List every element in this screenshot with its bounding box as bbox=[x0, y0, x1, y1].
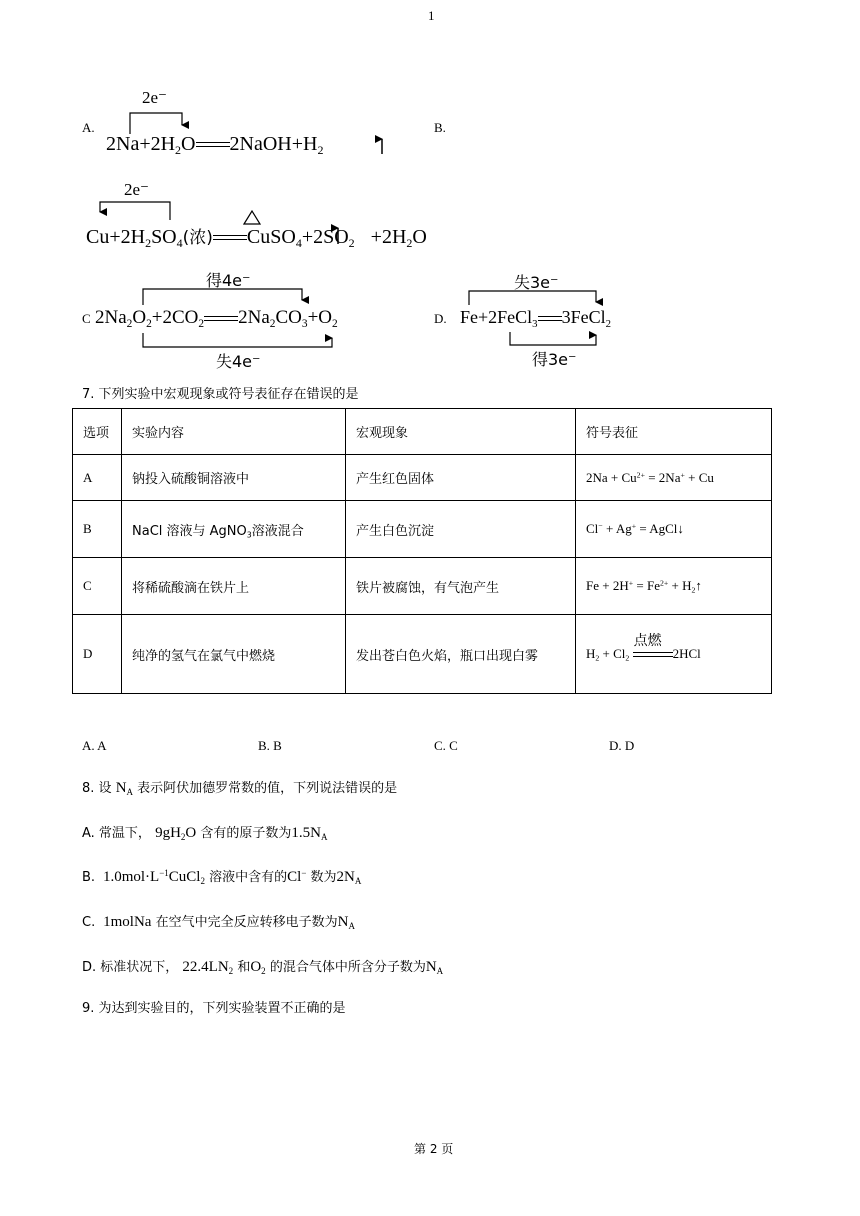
q8-option-b: B. $1.0mol\cdot L^{-1}CuCl_2$ 溶液中含有的Cl− 数为$2N_A$ bbox=[82, 868, 362, 887]
header-content: 实验内容 bbox=[122, 409, 346, 455]
row-content: 纯净的氢气在氯气中燃烧 bbox=[122, 615, 346, 694]
row-phenomenon: 发出苍白色火焰，瓶口出现白雾 bbox=[346, 615, 576, 694]
q8-d-mid: 和 bbox=[237, 960, 251, 975]
q8-stem-post: 表示阿伏加德罗常数的值，下列说法错误的是 bbox=[137, 781, 398, 796]
q8-stem-pre: 8. 设 bbox=[82, 781, 112, 796]
q7-table bbox=[72, 408, 772, 694]
option-b-electron-label: 2e⁻ bbox=[124, 180, 150, 199]
content-post: 溶液混合 bbox=[251, 523, 304, 539]
row-symbol: $Fe + 2H^+ = Fe^{2+}$ + $H_2↑$ bbox=[576, 558, 772, 615]
page-top-number: 1 bbox=[428, 8, 435, 23]
q8-stem: 8. 设 $N_A$ 表示阿伏加德罗常数的值，下列说法错误的是 bbox=[82, 780, 398, 798]
q8-b-post: 数为 bbox=[310, 870, 337, 885]
option-a-label: A. bbox=[82, 120, 95, 135]
option-d-label: D. bbox=[434, 311, 447, 326]
option-d-loss-label: 失3e⁻ bbox=[514, 273, 559, 292]
option-a-equation: $2Na+2H_2O$ $2NaOH+H_2$ bbox=[106, 133, 324, 158]
option-d-gain-label: 得3e⁻ bbox=[532, 350, 577, 369]
q7-stem: 7. 下列实验中宏观现象或符号表征存在错误的是 bbox=[82, 387, 359, 402]
option-b-equation: $Cu+2H_2SO_4$(浓) $CuSO_4+2SO_2 +2H_2O$ bbox=[86, 226, 427, 251]
option-c-gain-label: 得4e⁻ bbox=[206, 271, 251, 290]
q8-b-mid: 溶液中含有的 bbox=[209, 870, 288, 885]
row-symbol: $H_2 + Cl_2$ 点燃 2HCl bbox=[576, 615, 772, 694]
row-phenomenon: 铁片被腐蚀，有气泡产生 bbox=[346, 558, 576, 615]
option-c-loss-label: 失4e⁻ bbox=[216, 352, 261, 371]
q7-choice-b: B. B bbox=[258, 738, 282, 753]
q8-option-c: C. 1molNa 在空气中完全反应转移电子数为$N_A$ bbox=[82, 914, 355, 932]
row-phenomenon: 产生红色固体 bbox=[346, 455, 576, 501]
conc-note: (浓) bbox=[182, 228, 213, 248]
q8-a-pre: A. 常温下， bbox=[82, 826, 151, 841]
content-pre: NaCl 溶液与 AgNO bbox=[132, 523, 247, 539]
q8-b-pre: B. bbox=[82, 870, 96, 885]
ignite-condition: 点燃 bbox=[633, 633, 662, 650]
q8-d-post: 的混合气体中所含分子数为 bbox=[269, 960, 426, 975]
row-option: B bbox=[73, 501, 122, 558]
table-row bbox=[73, 455, 772, 501]
header-phenomenon: 宏观现象 bbox=[346, 409, 576, 455]
q8-a-mid: 含有的原子数为 bbox=[200, 826, 292, 841]
q7-choice-d: D. D bbox=[609, 738, 635, 753]
header-symbol: 符号表征 bbox=[576, 409, 772, 455]
page-footer: 第 2 页 bbox=[414, 1142, 454, 1156]
row-content: NaCl 溶液与 AgNO$_3$溶液混合 bbox=[122, 501, 346, 558]
table-row bbox=[73, 615, 772, 694]
option-c-label: C bbox=[82, 311, 91, 326]
row-content: 钠投入硫酸铜溶液中 bbox=[122, 455, 346, 501]
q7-choice-a: A. A bbox=[82, 738, 107, 753]
row-option: D bbox=[73, 615, 122, 694]
option-d-equation: Fe+2FeCl$_3$ 3FeCl$_2$ bbox=[460, 307, 611, 330]
q8-option-d: D. 标准状况下， $22.4LN_2$ 和$O_2$ 的混合气体中所含分子数为$N_A$ bbox=[82, 959, 444, 977]
q8-c-pre: C. bbox=[82, 915, 96, 930]
q8-option-a: A. 常温下， $9gH_2O$ 含有的原子数为$1.5N_A$ bbox=[82, 825, 328, 843]
table-row bbox=[73, 558, 772, 615]
row-symbol: Cl− + Ag+ = AgCl↓ bbox=[576, 501, 772, 558]
option-b-label: B. bbox=[434, 120, 446, 135]
q8-c-mid: 在空气中完全反应转移电子数为 bbox=[155, 915, 338, 930]
row-content: 将稀硫酸滴在铁片上 bbox=[122, 558, 346, 615]
row-symbol: $2Na + Cu^{2+} = 2Na^+ + Cu$ bbox=[576, 455, 772, 501]
header-option: 选项 bbox=[73, 409, 122, 455]
table-header-row bbox=[73, 409, 772, 455]
row-phenomenon: 产生白色沉淀 bbox=[346, 501, 576, 558]
table-row bbox=[73, 501, 772, 558]
q8-d-pre: D. 标准状况下， bbox=[82, 960, 179, 975]
option-c-equation: $2Na_2O_2+2CO_2$ $2Na_2CO_3+O_2$ bbox=[95, 307, 338, 330]
q7-choice-c: C. C bbox=[434, 738, 458, 753]
q9-stem: 9. 为达到实验目的，下列实验装置不正确的是 bbox=[82, 1001, 346, 1016]
option-a-electron-label: 2e⁻ bbox=[142, 88, 168, 107]
row-option: C bbox=[73, 558, 122, 615]
row-option: A bbox=[73, 455, 122, 501]
